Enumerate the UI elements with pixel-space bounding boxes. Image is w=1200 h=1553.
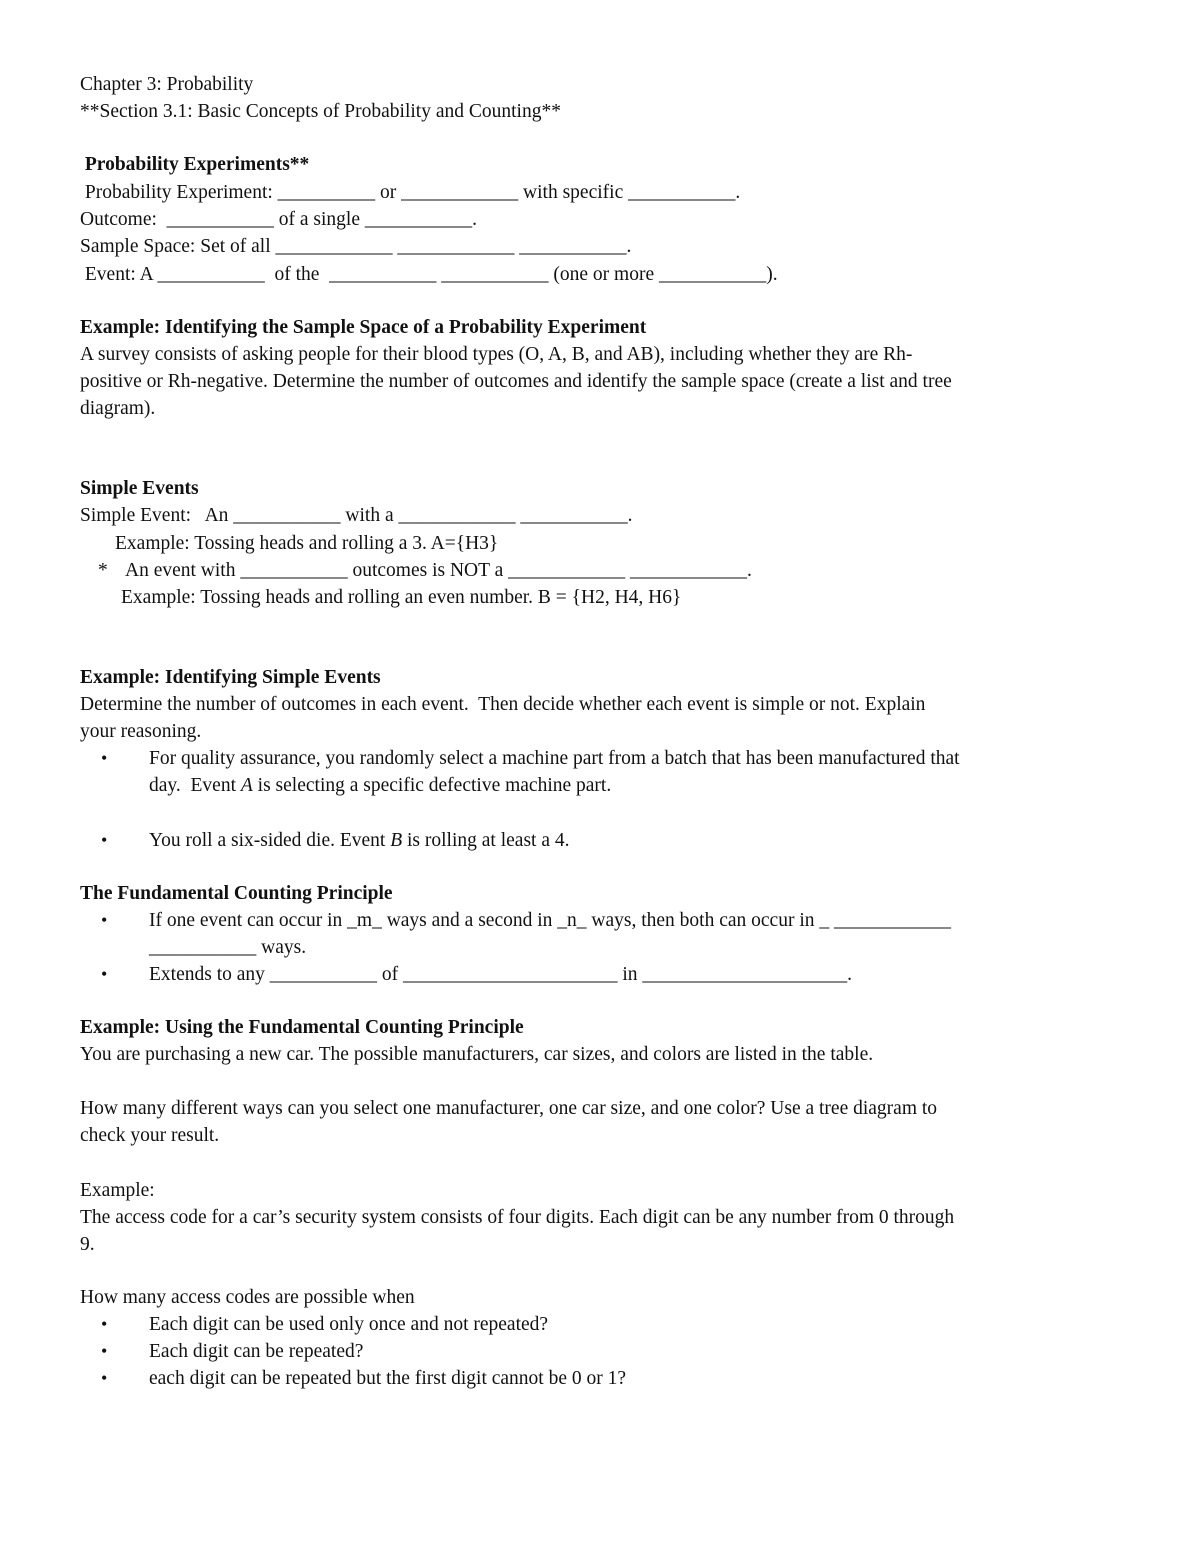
example-simple-events-line: Determine the number of outcomes in each event. Then decide whether each event is simple or not. Explain bbox=[80, 694, 926, 715]
access-code-item: Each digit can be repeated? bbox=[149, 1341, 364, 1362]
section-title: **Section 3.1: Basic Concepts of Probability and Counting** bbox=[80, 101, 561, 122]
counting-principle-line: If one event can occur in _m_ ways and a second in _n_ ways, then both can occur in _ ____________ bbox=[149, 910, 951, 931]
fundamental-counting-heading: The Fundamental Counting Principle bbox=[80, 883, 393, 904]
example-label: Example: bbox=[80, 1180, 155, 1201]
simple-event-definition: Simple Event: An ___________ with a ____________ ___________. bbox=[80, 505, 633, 526]
event-a-line: For quality assurance, you randomly select a machine part from a batch that has been manufactured that bbox=[149, 748, 960, 769]
bullet-icon: • bbox=[101, 1368, 108, 1388]
example-sample-space-line: diagram). bbox=[80, 398, 156, 419]
access-code-line: 9. bbox=[80, 1234, 95, 1255]
counting-principle-line: ___________ ways. bbox=[149, 937, 307, 958]
event-a-variable: A bbox=[240, 775, 253, 796]
example-simple-events-heading: Example: Identifying Simple Events bbox=[80, 667, 381, 688]
note-asterisk: * bbox=[98, 560, 108, 581]
example-counting-heading: Example: Using the Fundamental Counting Principle bbox=[80, 1017, 524, 1038]
event-definition: Event: A ___________ of the ___________ ___________ (one or more ___________). bbox=[80, 264, 778, 285]
chapter-title: Chapter 3: Probability bbox=[80, 74, 254, 95]
simple-event-example: Example: Tossing heads and rolling a 3. A={H3} bbox=[115, 533, 499, 554]
access-code-item: Each digit can be used only once and not repeated? bbox=[149, 1314, 549, 1335]
example-counting-line: How many different ways can you select one manufacturer, one car size, and one color? Use a tree diagram to bbox=[80, 1098, 938, 1119]
event-b-line: You roll a six-sided die. Event B is rolling at least a 4. bbox=[149, 830, 570, 851]
counting-principle-extension: Extends to any ___________ of ______________________ in _____________________. bbox=[149, 964, 853, 985]
example-sample-space-line: A survey consists of asking people for their blood types (O, A, B, and AB), including whether they are Rh- bbox=[80, 344, 913, 365]
example-simple-events-line: your reasoning. bbox=[80, 721, 202, 742]
bullet-icon: • bbox=[101, 910, 108, 930]
probability-experiment-definition: Probability Experiment: __________ or ____________ with specific ___________. bbox=[80, 182, 741, 203]
example-sample-space-heading: Example: Identifying the Sample Space of a Probability Experiment bbox=[80, 317, 647, 338]
access-code-question: How many access codes are possible when bbox=[80, 1287, 415, 1308]
bullet-icon: • bbox=[101, 748, 108, 768]
sample-space-definition: Sample Space: Set of all ____________ ____________ ___________. bbox=[80, 236, 632, 257]
example-sample-space-line: positive or Rh-negative. Determine the number of outcomes and identify the sample space (create a list and tree bbox=[80, 371, 952, 392]
outcome-definition: Outcome: ___________ of a single ___________. bbox=[80, 209, 477, 230]
bullet-icon: • bbox=[101, 1341, 108, 1361]
probability-experiments-heading: Probability Experiments** bbox=[80, 154, 310, 175]
simple-event-note: An event with ___________ outcomes is NOT a ____________ ____________. bbox=[125, 560, 752, 581]
example-counting-line: check your result. bbox=[80, 1125, 220, 1146]
bullet-icon: • bbox=[101, 830, 108, 850]
event-b-variable: B bbox=[390, 830, 403, 851]
non-simple-event-example: Example: Tossing heads and rolling an even number. B = {H2, H4, H6} bbox=[121, 587, 682, 608]
event-a-line: day. Event A is selecting a specific defective machine part. bbox=[149, 775, 612, 796]
bullet-icon: • bbox=[101, 1314, 108, 1334]
access-code-line: The access code for a car’s security system consists of four digits. Each digit can be any number from 0 through bbox=[80, 1207, 955, 1228]
example-counting-line: You are purchasing a new car. The possible manufacturers, car sizes, and colors are listed in the table. bbox=[80, 1044, 874, 1065]
access-code-item: each digit can be repeated but the first digit cannot be 0 or 1? bbox=[149, 1368, 627, 1389]
bullet-icon: • bbox=[101, 964, 108, 984]
simple-events-heading: Simple Events bbox=[80, 478, 199, 499]
